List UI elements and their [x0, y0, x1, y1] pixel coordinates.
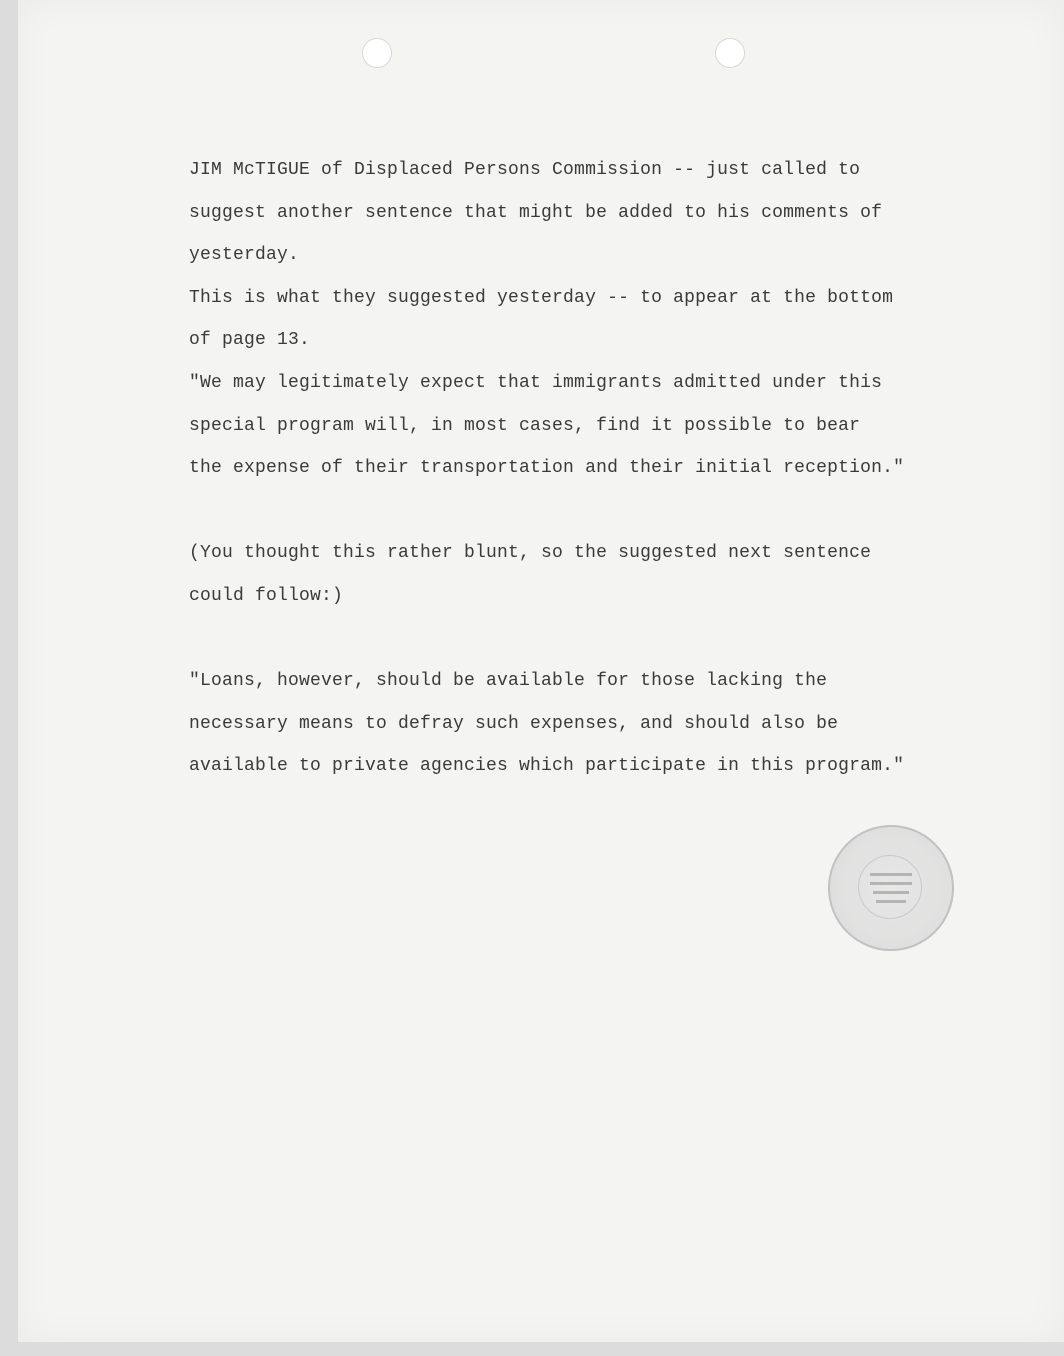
document-page: [18, 0, 1064, 1342]
punch-hole: [715, 38, 745, 68]
text-line: could follow:): [189, 585, 344, 606]
text-line: (You thought this rather blunt, so the suggested next sentence: [189, 543, 872, 564]
punch-hole: [362, 38, 392, 68]
text-line: the expense of their transportation and their initial reception.": [189, 458, 905, 479]
text-line: necessary means to defray such expenses, and should also be: [189, 713, 839, 734]
text-line: JIM McTIGUE of Displaced Persons Commission -- just called to: [189, 160, 861, 180]
memo-body: [189, 154, 949, 793]
text-line: "Loans, however, should be available for those lacking the: [189, 671, 828, 692]
text-line: suggest another sentence that might be added to his comments of: [189, 202, 883, 223]
text-line: yesterday.: [189, 245, 300, 266]
text-line: "We may legitimately expect that immigrants admitted under this: [189, 372, 883, 393]
text-line: available to private agencies which participate in this program.": [189, 756, 905, 777]
library-stamp: [828, 825, 954, 951]
text-line: special program will, in most cases, find it possible to bear: [189, 415, 861, 436]
text-line: This is what they suggested yesterday -- to appear at the bottom: [189, 287, 894, 308]
text-line: of page 13.: [189, 330, 311, 351]
